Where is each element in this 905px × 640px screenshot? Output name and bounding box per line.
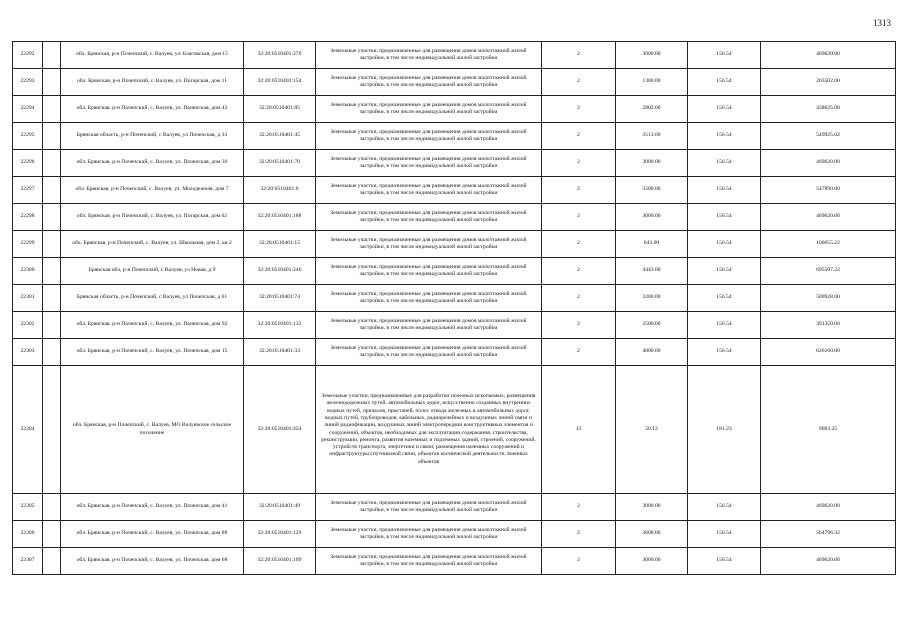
table-row — [13, 258, 896, 285]
area-cell: 3000.00 — [616, 204, 688, 231]
use-code-cell: 2 — [542, 96, 616, 123]
record-number: 22294 — [13, 96, 43, 123]
address-cell: обл. Брянская, р-н Почепский, с. Валуев, ул. Почепская, дом 68 — [61, 548, 244, 575]
area-cell: 2802.00 — [616, 96, 688, 123]
table-row — [13, 150, 896, 177]
land-use-cell: Земельные участки, предназначенные для размещения домов малоэтажной жилой застройки, в том числе индивидуальной жилой застройки — [316, 521, 542, 548]
page-number: 1313 — [873, 18, 891, 28]
use-code-cell: 2 — [542, 258, 616, 285]
specific-value-cell: 156.54 — [688, 258, 761, 285]
specific-value-cell: 156.54 — [688, 285, 761, 312]
specific-value-cell: 181.23 — [688, 366, 761, 494]
use-code-cell: 2 — [542, 69, 616, 96]
record-number: 22302 — [13, 312, 43, 339]
land-use-cell: Земельные участки, предназначенные для размещения домов малоэтажной жилой застройки, в том числе индивидуальной жилой застройки — [316, 312, 542, 339]
use-code-cell: 2 — [542, 521, 616, 548]
specific-value-cell: 156.54 — [688, 42, 761, 69]
record-number: 22300 — [13, 258, 43, 285]
land-use-cell: Земельные участки, предназначенные для размещения домов малоэтажной жилой застройки, в том числе индивидуальной жилой застройки — [316, 150, 542, 177]
table-row — [13, 177, 896, 204]
cadastral-value-cell: 469620.00 — [761, 150, 896, 177]
cadastral-value-cell: 203502.00 — [761, 69, 896, 96]
table-row — [13, 42, 896, 69]
specific-value-cell: 156.54 — [688, 177, 761, 204]
empty-cell — [43, 339, 61, 366]
cadastral-number-cell: 32:20:0510401:454 — [244, 366, 316, 494]
area-cell: 4000.00 — [616, 339, 688, 366]
use-code-cell: 2 — [542, 231, 616, 258]
empty-cell — [43, 123, 61, 150]
cadastral-number-cell: 32:20:0510401:45 — [244, 123, 316, 150]
use-code-cell: 13 — [542, 366, 616, 494]
record-number: 22298 — [13, 204, 43, 231]
address-cell: обл. Брянская, р-н Почепский, с. Валуев, ул. Почепская, дом 92 — [61, 312, 244, 339]
cadastral-value-cell: 469620.00 — [761, 204, 896, 231]
record-number: 22292 — [13, 42, 43, 69]
record-number: 22306 — [13, 521, 43, 548]
empty-cell — [43, 494, 61, 521]
empty-cell — [43, 231, 61, 258]
specific-value-cell: 156.54 — [688, 123, 761, 150]
cadastral-value-cell: 564796.32 — [761, 521, 896, 548]
land-use-cell: Земельные участки, предназначенные для размещения домов малоэтажной жилой застройки, в том числе индивидуальной жилой застройки — [316, 494, 542, 521]
use-code-cell: 2 — [542, 150, 616, 177]
cadastral-number-cell: 32:20:0510401:276 — [244, 42, 316, 69]
area-cell: 3000.00 — [616, 150, 688, 177]
table-row — [13, 285, 896, 312]
address-cell: обл. Брянская, р-н Почепский, с. Валуев, ул. Благовская, дом 15 — [61, 42, 244, 69]
address-cell: обл. Брянская, р-н Почепский, с. Валуев, ул. Почепская, дом 15 — [61, 339, 244, 366]
table-row — [13, 521, 896, 548]
empty-cell — [43, 366, 61, 494]
use-code-cell: 2 — [542, 548, 616, 575]
cadastral-value-cell: 500928.00 — [761, 285, 896, 312]
empty-cell — [43, 204, 61, 231]
empty-cell — [43, 69, 61, 96]
land-use-cell: Земельные участки, предназначенные для размещения домов малоэтажной жилой застройки, в том числе индивидуальной жилой застройки — [316, 123, 542, 150]
use-code-cell: 2 — [542, 177, 616, 204]
land-use-cell: Земельные участки, предназначенные для размещения домов малоэтажной жилой застройки, в том числе индивидуальной жилой застройки — [316, 96, 542, 123]
area-cell: 3000.00 — [616, 42, 688, 69]
address-cell: обл. Брянская, р-н Почепский, с. Валуев, ул. Почепская, дом 42 — [61, 96, 244, 123]
table-row — [13, 312, 896, 339]
area-cell: 1300.00 — [616, 69, 688, 96]
record-number: 22304 — [13, 366, 43, 494]
use-code-cell: 2 — [542, 123, 616, 150]
land-use-cell: Земельные участки, предназначенные для размещения домов малоэтажной жилой застройки, в том числе индивидуальной жилой застройки — [316, 258, 542, 285]
specific-value-cell: 156.54 — [688, 521, 761, 548]
cadastral-value-cell: 391350.00 — [761, 312, 896, 339]
cadastral-number-cell: 32:20:0510401:15 — [244, 231, 316, 258]
cadastral-value-cell: 469620.00 — [761, 42, 896, 69]
address-cell: Брянская область, р-н Почепский, с Валуев, ул Почепская, д 61 — [61, 285, 244, 312]
cadastral-value-cell: 549925.02 — [761, 123, 896, 150]
table-row — [13, 366, 896, 494]
land-use-cell: Земельные участки, предназначенные для размещения домов малоэтажной жилой застройки, в том числе индивидуальной жилой застройки — [316, 204, 542, 231]
empty-cell — [43, 258, 61, 285]
cadastral-number-cell: 32:20:0510401:109 — [244, 548, 316, 575]
table-body — [13, 42, 896, 575]
address-cell: обл. Брянская, р-н Почепский, с. Валуев, ул. Погарская, дом 62 — [61, 204, 244, 231]
land-use-cell: Земельные участки, предназначенные для размещения домов малоэтажной жилой застройки, в том числе индивидуальной жилой застройки — [316, 339, 542, 366]
table-row — [13, 123, 896, 150]
record-number: 22299 — [13, 231, 43, 258]
table-row — [13, 204, 896, 231]
land-use-cell: Земельные участки, предназначенные для размещения домов малоэтажной жилой застройки, в том числе индивидуальной жилой застройки — [316, 69, 542, 96]
record-number: 22293 — [13, 69, 43, 96]
record-number: 22295 — [13, 123, 43, 150]
specific-value-cell: 156.54 — [688, 339, 761, 366]
land-use-cell: Земельные участки, предназначенные для размещения домов малоэтажной жилой застройки, в том числе индивидуальной жилой застройки — [316, 177, 542, 204]
cadastral-value-cell: 547890.00 — [761, 177, 896, 204]
cadastral-number-cell: 32:20:0510401:132 — [244, 312, 316, 339]
address-cell: Брянская обл, р-н Почепский, с Валуев, ул Новая, д 9 — [61, 258, 244, 285]
cadastral-number-cell: 32:20:0510401:33 — [244, 339, 316, 366]
cadastral-value-cell: 695507.22 — [761, 258, 896, 285]
use-code-cell: 2 — [542, 204, 616, 231]
record-number: 22297 — [13, 177, 43, 204]
table-row — [13, 231, 896, 258]
land-use-cell: Земельные участки, предназначенные для размещения домов малоэтажной жилой застройки, в том числе индивидуальной жилой застройки — [316, 42, 542, 69]
area-cell: 3200.00 — [616, 285, 688, 312]
area-cell: 3500.00 — [616, 177, 688, 204]
cadastral-number-cell: 32:20:0510401:129 — [244, 521, 316, 548]
record-number: 22305 — [13, 494, 43, 521]
record-number: 22301 — [13, 285, 43, 312]
address-cell: обл. Брянская, р-н Почепский, с. Валуев, ул. Школьная, дом 2, кв 2 — [61, 231, 244, 258]
table-row — [13, 69, 896, 96]
cadastral-value-cell: 626160.00 — [761, 339, 896, 366]
use-code-cell: 2 — [542, 494, 616, 521]
area-cell: 50.12 — [616, 366, 688, 494]
address-cell: обл. Брянская, р-н Почепский, с. Валуев, ул. Погарская, дом 11 — [61, 69, 244, 96]
specific-value-cell: 156.54 — [688, 312, 761, 339]
record-number: 22296 — [13, 150, 43, 177]
cadastral-value-cell: 100655.22 — [761, 231, 896, 258]
record-number: 22307 — [13, 548, 43, 575]
address-cell: обл. Брянская, р-н Почепский, с. Валуев, ул. Почепская, дом 41 — [61, 494, 244, 521]
specific-value-cell: 156.54 — [688, 204, 761, 231]
specific-value-cell: 156.54 — [688, 231, 761, 258]
land-use-cell: Земельные участки, предназначенные для размещения домов малоэтажной жилой застройки, в том числе индивидуальной жилой застройки — [316, 548, 542, 575]
area-cell: 643.00 — [616, 231, 688, 258]
land-use-cell: Земельные участки, предназначенные для размещения домов малоэтажной жилой застройки, в том числе индивидуальной жилой застройки — [316, 285, 542, 312]
area-cell: 3000.00 — [616, 494, 688, 521]
empty-cell — [43, 548, 61, 575]
address-cell: обл. Брянская, р-н Почепский, с. Валуев, ул. Почепская, дом 88 — [61, 521, 244, 548]
use-code-cell: 2 — [542, 42, 616, 69]
use-code-cell: 2 — [542, 285, 616, 312]
cadastral-number-cell: 32:20:0510401:188 — [244, 204, 316, 231]
cadastral-number-cell: 32:20:0510401:70 — [244, 150, 316, 177]
land-use-cell: Земельные участки, предназначенные для разработки полезных ископаемых, размещения железнодорожных путей, автомобильных дорог, искусственно созданных внутренних водных путей, причалов, пристаней, полос отвода железных и автомобильных дорог, водных путей, трубопроводов, кабельных, радиорелейных и воздушных линий связи и линий радиофикации, воздушных линий электропередачи конструктивных элементов и сооружений, объектов, необходимых для эксплуатации,содержания, строительства, реконструкции, ремонта, развития наземных и подземных зданий, строений, сооружений, устройств транспорта, энергетики и связи; размещения наземных сооружений и инфраструктуры спутниковой связи, объектов космической деятельности, военных объектов — [316, 366, 542, 494]
cadastral-value-cell: 469620.00 — [761, 548, 896, 575]
specific-value-cell: 156.54 — [688, 69, 761, 96]
cadastral-number-cell: 32:20:0510401:74 — [244, 285, 316, 312]
cadastral-value-cell: 9083.25 — [761, 366, 896, 494]
cadastral-number-cell: 32:20:0510401:6 — [244, 177, 316, 204]
cadastral-value-cell: 438625.08 — [761, 96, 896, 123]
area-cell: 2500.00 — [616, 312, 688, 339]
address-cell: Брянская область, р-н Почепский, с Валуев, ул Почепская, д 33 — [61, 123, 244, 150]
empty-cell — [43, 285, 61, 312]
record-number: 22303 — [13, 339, 43, 366]
empty-cell — [43, 521, 61, 548]
table-row — [13, 96, 896, 123]
use-code-cell: 2 — [542, 312, 616, 339]
area-cell: 4443.00 — [616, 258, 688, 285]
address-cell: обл. Брянская, р-н Почепский, с. Валуев, МО Валуевское сельское поселение — [61, 366, 244, 494]
cadastral-number-cell: 32:20:0510401:154 — [244, 69, 316, 96]
cadastral-value-table — [12, 41, 896, 575]
table-row — [13, 548, 896, 575]
empty-cell — [43, 96, 61, 123]
empty-cell — [43, 42, 61, 69]
empty-cell — [43, 150, 61, 177]
area-cell: 3513.00 — [616, 123, 688, 150]
table-row — [13, 339, 896, 366]
cadastral-value-cell: 469620.00 — [761, 494, 896, 521]
cadastral-number-cell: 32:20:0510401:85 — [244, 96, 316, 123]
cadastral-number-cell: 32:20:0510401:49 — [244, 494, 316, 521]
address-cell: обл. Брянская, р-н Почепский, с. Валуев, ул. Молодежная, дом 7 — [61, 177, 244, 204]
empty-cell — [43, 177, 61, 204]
table-row — [13, 494, 896, 521]
empty-cell — [43, 312, 61, 339]
address-cell: обл. Брянская, р-н Почепский, с. Валуев, ул. Почепская, дом 36 — [61, 150, 244, 177]
specific-value-cell: 156.54 — [688, 494, 761, 521]
specific-value-cell: 156.54 — [688, 96, 761, 123]
cadastral-number-cell: 32:20:0510401:246 — [244, 258, 316, 285]
area-cell: 3608.00 — [616, 521, 688, 548]
specific-value-cell: 156.54 — [688, 150, 761, 177]
area-cell: 3000.00 — [616, 548, 688, 575]
use-code-cell: 2 — [542, 339, 616, 366]
land-use-cell: Земельные участки, предназначенные для размещения домов малоэтажной жилой застройки, в том числе индивидуальной жилой застройки — [316, 231, 542, 258]
specific-value-cell: 156.54 — [688, 548, 761, 575]
